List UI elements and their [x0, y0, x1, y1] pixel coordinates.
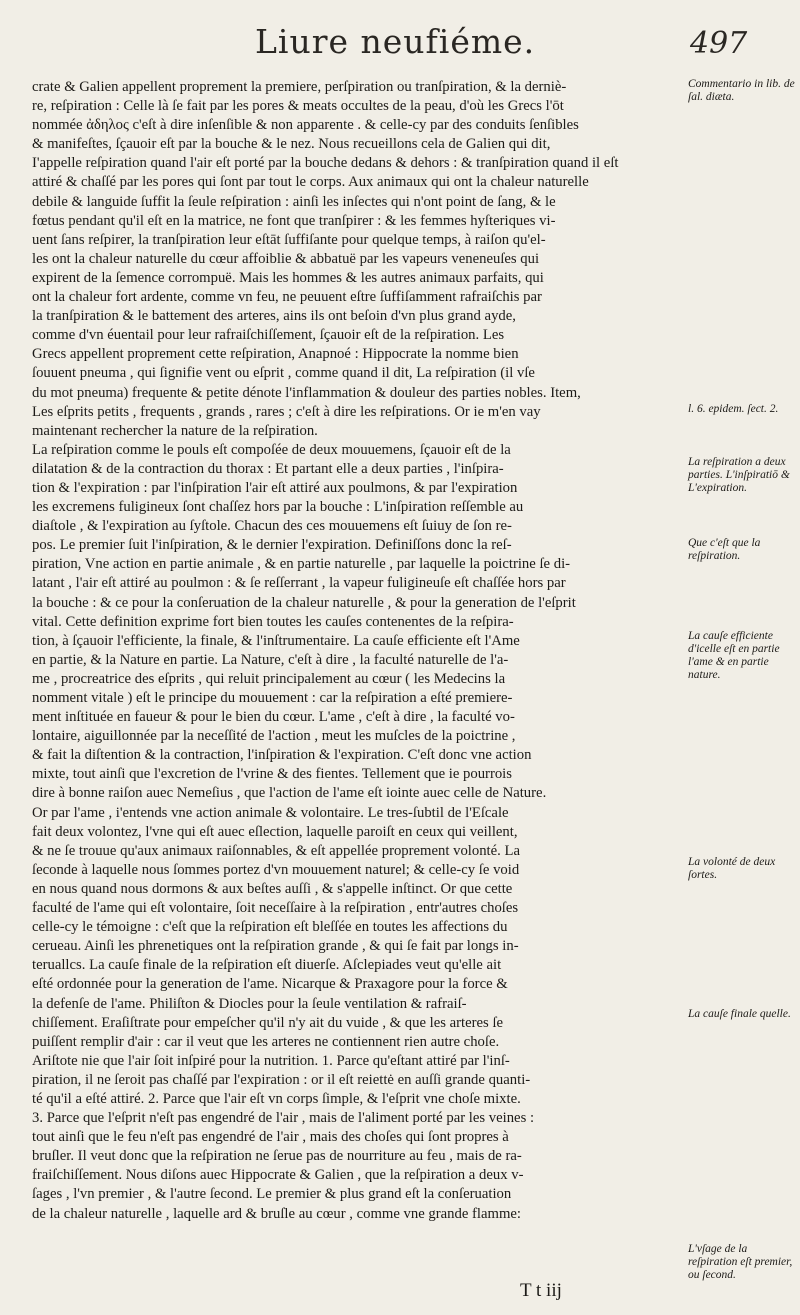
text-line: ſouuent pneuma , qui ſignifie vent ou eſprit , comme quand il dit, La reſpiration (il vſe [32, 365, 535, 382]
text-line: piration, il ne ſeroit pas chaſſé par l'expiration : or il eſt reiettė en auſſi grande quanti- [32, 1071, 531, 1088]
text-line: nommée ἀδηλος c'eſt à dire inſenſible & non apparente . & celle-cy par des conduits ſenſibles [32, 117, 579, 134]
text-line: comme d'vn éuentail pour leur rafraiſchiſſement, ſçauoir eſt de la reſpiration. Les [32, 327, 505, 344]
text-line: bruſler. Il veut donc que la reſpiration ne ſerue pas de nourriture au feu , mais de ra- [32, 1148, 522, 1165]
text-line: la tranſpiration & le battement des arteres, ains ils ont beſoin d'vn plus grand ayde, [32, 308, 516, 325]
text-line: me , procreatrice des eſprits , qui reluit principalement au cœur ( les Medecins la [32, 670, 506, 687]
text-line: tout ainſi que le feu n'eſt pas engendré de l'air , mais des choſes qui ſont propres à [32, 1129, 509, 1146]
text-line: expirent de la ſemence corrompuë. Mais les hommes & les autres animaux parfaits, qui [32, 269, 544, 286]
text-line: ſages , l'vn premier , & l'autre ſecond. Le premier & plus grand eſt la conſeruation [32, 1186, 512, 1203]
text-line: chiſſement. Eraſiſtrate pour empeſcher qu'il n'y ait du vuide , & que les arteres ſe [32, 1014, 504, 1031]
text-line: celle-cy le témoigne : c'eſt que la reſpiration eſt bleſſée en toutes les affections du [32, 919, 508, 936]
text-line: nomment vitale ) eſt le principe du mouuement : car la reſpiration a eſté premiere- [32, 690, 513, 706]
text-line: latant , l'air eſt attiré au poulmon : & ſe reſſerrant , la vapeur fuligineuſe eſt chaſſée hors par [32, 575, 566, 592]
margin-note: Commentario in lib. de ſal. diæta. [688, 78, 795, 103]
text-line: & manifeſtes, ſçauoir eſt par la bouche & le nez. Nous recueillons cela de Galien qui dit, [32, 136, 551, 153]
text-line: la defenſe de l'ame. Philiſton & Diocles pour la ſeule ventilation & rafraiſ- [32, 995, 467, 1012]
text-line: 3. Parce que l'eſprit n'eſt pas engendré de l'air , mais de l'aliment porté par les veines : [32, 1110, 535, 1127]
margin-note: La cauſe efficiente d'icelle eſt en partie l'ame & en partie nature. [688, 630, 780, 681]
text-line: lontaire, aiguillonnée par la neceſſité de l'action , meut les muſcles de la poictrine , [32, 728, 516, 745]
text-line: en partie, & la Nature en partie. La Nature, c'eſt à dire , la faculté naturelle de l'a- [32, 651, 509, 668]
text-line: & fait la diſtention & la contraction, l'inſpiration & l'expiration. C'eſt donc vne action [32, 747, 532, 764]
page-number: 497 [690, 26, 748, 61]
text-line: La reſpiration comme le pouls eſt compoſée de deux mouuemens, ſçauoir eſt de la [32, 441, 511, 458]
margin-note: l. 6. epidem. ſect. 2. [688, 403, 779, 415]
text-line: & ne ſe trouue qu'aux animaux raiſonnables, & eſt appellée proprement volonté. La [32, 842, 520, 859]
text-line: I'appelle reſpiration quand l'air eſt porté par la bouche dedans & dehors : & tranſpiration quand il eſt [32, 155, 619, 172]
text-line: uent ſans reſpirer, la tranſpiration leur eſtāt ſuffiſante pour quelque temps, à raiſon qu'el- [32, 231, 546, 248]
text-line: pos. Le premier ſuit l'inſpiration, & le dernier l'expiration. Definiſſons donc la reſ- [32, 537, 512, 554]
text-line: Ariſtote nie que l'air ſoit inſpiré pour la nutrition. 1. Parce qu'eſtant attiré par l'inſ- [32, 1052, 510, 1069]
text-line: fait deux volontez, l'vne qui eſt auec eſlection, laquelle paroiſt en ceux qui veillent, [32, 823, 518, 840]
text-line: mixte, tout ainſi que l'excretion de l'vrine & des fientes. Tellement que ie pourrois [32, 766, 512, 783]
margin-note: L'vſage de la reſpiration eſt premier, ou ſecond. [688, 1243, 793, 1281]
text-line: tion, à ſçauoir l'efficiente, la finale, & l'inſtrumentaire. La cauſe efficiente eſt l'Ame [32, 632, 520, 649]
text-line: eſté ordonnée pour la generation de l'ame. Nicarque & Praxagore pour la force & [32, 976, 508, 993]
text-line: Or par l'ame , i'entends vne action animale & volontaire. Le tres-ſubtil de l'Eſcale [32, 804, 509, 821]
text-line: Les eſprits petits , frequents , grands , rares ; c'eſt à dire les reſpirations. Or ie m'en vay [32, 403, 541, 420]
text-line: fœtus pendant qu'il eſt en la matrice, ne font que tranſpirer : & les femmes hyſteriques vi- [32, 212, 556, 229]
text-line: ſeconde à laquelle nous ſommes portez d'vn mouuement naturel; & celle-cy ſe void [32, 861, 520, 878]
text-line: les excremens fuligineux ſont chaſſez hors par la bouche : L'inſpiration reſſemble au [32, 499, 524, 516]
text-line: du mot pneuma) frequente & petite dénote l'inflammation & douleur des parties nobles. Item, [32, 384, 581, 401]
text-line: té qu'il a eſté attiré. 2. Parce que l'air eſt vn corps ſimple, & l'eſprit vne choſe mixte. [32, 1090, 521, 1107]
text-line: ment inſtituée en faueur & pour le bien du cœur. L'ame , c'eſt à dire , la faculté vo- [32, 709, 515, 726]
text-line: fraiſchiſſement. Nous diſons auec Hippocrate & Galien , que la reſpiration a deux v- [32, 1167, 524, 1184]
text-line: faculté de l'ame qui eſt volontaire, ſoit neceſſaire à la reſpiration , entr'autres choſes [32, 900, 519, 917]
page-header [0, 14, 800, 64]
text-line: maintenant rechercher la nature de la reſpiration. [32, 422, 318, 439]
margin-note: La volonté de deux ſortes. [688, 856, 776, 881]
main-text-column [32, 78, 680, 1224]
signature-mark: T t iij [520, 1280, 562, 1301]
text-line: debile & languide ſuffit la ſeule reſpiration : ainſi les inſectes qui n'ont point de ſang, & le [32, 193, 556, 210]
text-line: Grecs appellent proprement cette reſpiration, Anapnoé : Hippocrate la nomme bien [32, 346, 519, 363]
text-line: tion & l'expiration : par l'inſpiration l'air eſt attiré aux poulmons, & par l'expiration [32, 479, 518, 496]
text-line: ont la chaleur fort ardente, comme vn feu, ne peuuent eſtre ſuffiſamment rafraiſchis par [32, 289, 542, 306]
text-line: dire à bonne raiſon auec Nemeſius , que l'action de l'ame eſt iointe auec celle de Nature. [32, 785, 547, 802]
text-line: puiſſent remplir d'air : car il veut que les arteres ne contiennent rien autre choſe. [32, 1033, 500, 1050]
margin-note: La reſpiration a deux parties. L'inſpiratiō & L'expiration. [688, 456, 790, 494]
text-line: vital. Cette definition exprime fort bien toutes les cauſes contenentes de la reſpira- [32, 613, 514, 630]
text-line: cerueau. Ainſi les phrenetiques ont la reſpiration grande , & qui ſe fait par longs in- [32, 938, 519, 955]
margin-note: Que c'eſt que la reſpiration. [688, 537, 761, 562]
text-line: la bouche : & ce pour la conſeruation de la chaleur naturelle , & pour la generation de l'eſprit [32, 594, 576, 611]
text-line: crate & Galien appellent proprement la premiere, perſpiration ou tranſpiration, & la derniè- [32, 79, 567, 95]
margin-note: La cauſe finale quelle. [688, 1008, 791, 1020]
text-line: diaſtole , & l'expiration au ſyſtole. Chacun des ces mouuemens eſt ſuiuy de ſon re- [32, 518, 512, 535]
text-line: piration, Vne action en partie animale , & en partie naturelle , par laquelle la poictrine ſe di- [32, 556, 571, 573]
text-line: teruallcs. La cauſe finale de la reſpiration eſt diuerſe. Aſclepiades veut qu'elle ait [32, 957, 502, 974]
text-line: de la chaleur naturelle , laquelle ard & bruſle au cœur , comme vne grande flamme: [32, 1205, 521, 1222]
text-line: dilatation & de la contraction du thorax : Et partant elle a deux parties , l'inſpira- [32, 460, 504, 477]
text-line: en nous quand nous dormons & aux beſtes auſſi , & s'appelle inſtinct. Or que cette [32, 880, 513, 897]
text-line: attiré & chaſſé par les pores qui ſont par tout le corps. Aux animaux qui ont la chaleur naturelle [32, 174, 589, 191]
text-line: les ont la chaleur naturelle du cœur affoiblie & abbatuë par les vapeurs veneneuſes qui [32, 250, 540, 267]
text-line: re, reſpiration : Celle là ſe fait par les pores & meats occultes de la peau, d'où les Grecs l'ōt [32, 98, 564, 115]
running-title: Liure neufiéme. [255, 22, 536, 61]
